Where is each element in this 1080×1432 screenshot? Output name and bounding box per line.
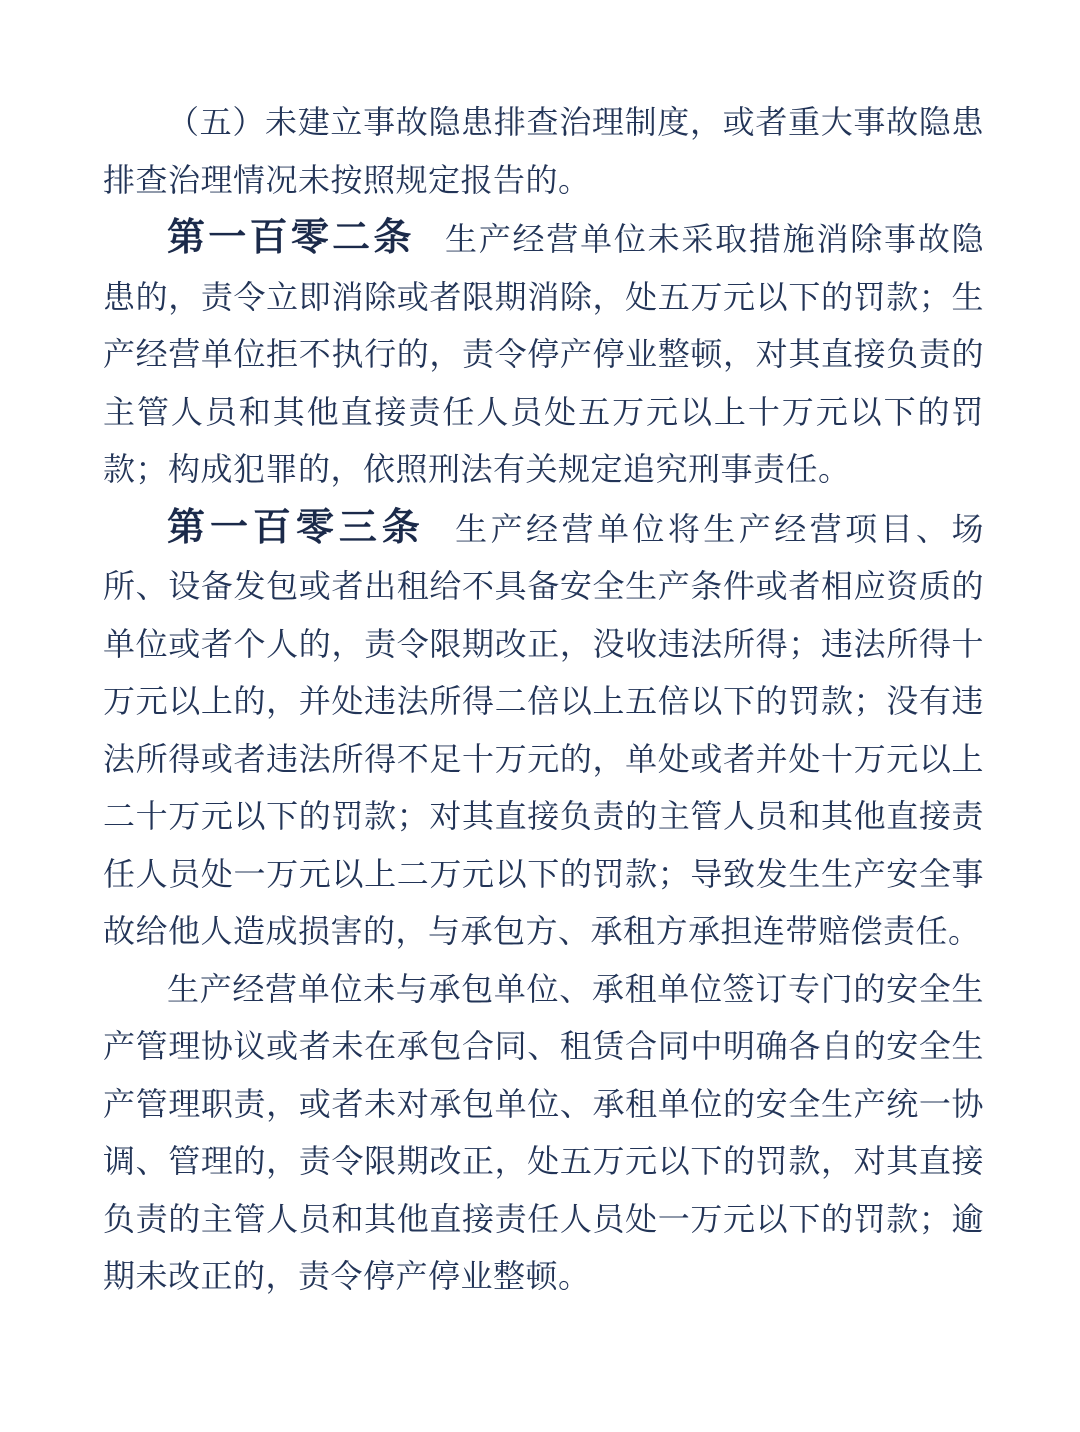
document-body — [103, 94, 984, 1306]
paragraph-text: （五）未建立事故隐患排查治理制度，或者重大事故隐患排查治理情况未按照规定报告的。 — [103, 104, 984, 198]
article-number: 第一百零三条 — [167, 504, 425, 549]
paragraph — [103, 499, 984, 961]
paragraph-text: 生产经营单位将生产经营项目、场所、设备发包或者出租给不具备安全生产条件或者相应资质的单位或者个人的，责令限期改正，没收违法所得；违法所得十万元以上的，并处违法所得二倍以上五倍以下的罚款；没有违法所得或者违法所得不足十万元的，单处或者并处十万元以上二十万元以下的罚款；对其直接负责的主管人员和其他直接责任人员处一万元以上二万元以下的罚款；导致发生生产安全事故给他人造成损害的，与承包方、承租方承担连带赔偿责任。 — [103, 510, 984, 949]
paragraph — [103, 209, 984, 499]
paragraph-text: 生产经营单位未采取措施消除事故隐患的，责令立即消除或者限期消除，处五万元以下的罚款；生产经营单位拒不执行的，责令停产停业整顿，对其直接负责的主管人员和其他直接责任人员处五万元以上十万元以下的罚款；构成犯罪的，依照刑法有关规定追究刑事责任。 — [103, 221, 984, 487]
paragraph — [103, 94, 984, 209]
article-number: 第一百零二条 — [167, 215, 415, 259]
paragraph — [103, 961, 984, 1306]
paragraph-text: 生产经营单位未与承包单位、承租单位签订专门的安全生产管理协议或者未在承包合同、租赁合同中明确各自的安全生产管理职责，或者未对承包单位、承租单位的安全生产统一协调、管理的，责令限期改正，处五万元以下的罚款，对其直接负责的主管人员和其他直接责任人员处一万元以下的罚款；逾期未改正的，责令停产停业整顿。 — [103, 970, 984, 1294]
